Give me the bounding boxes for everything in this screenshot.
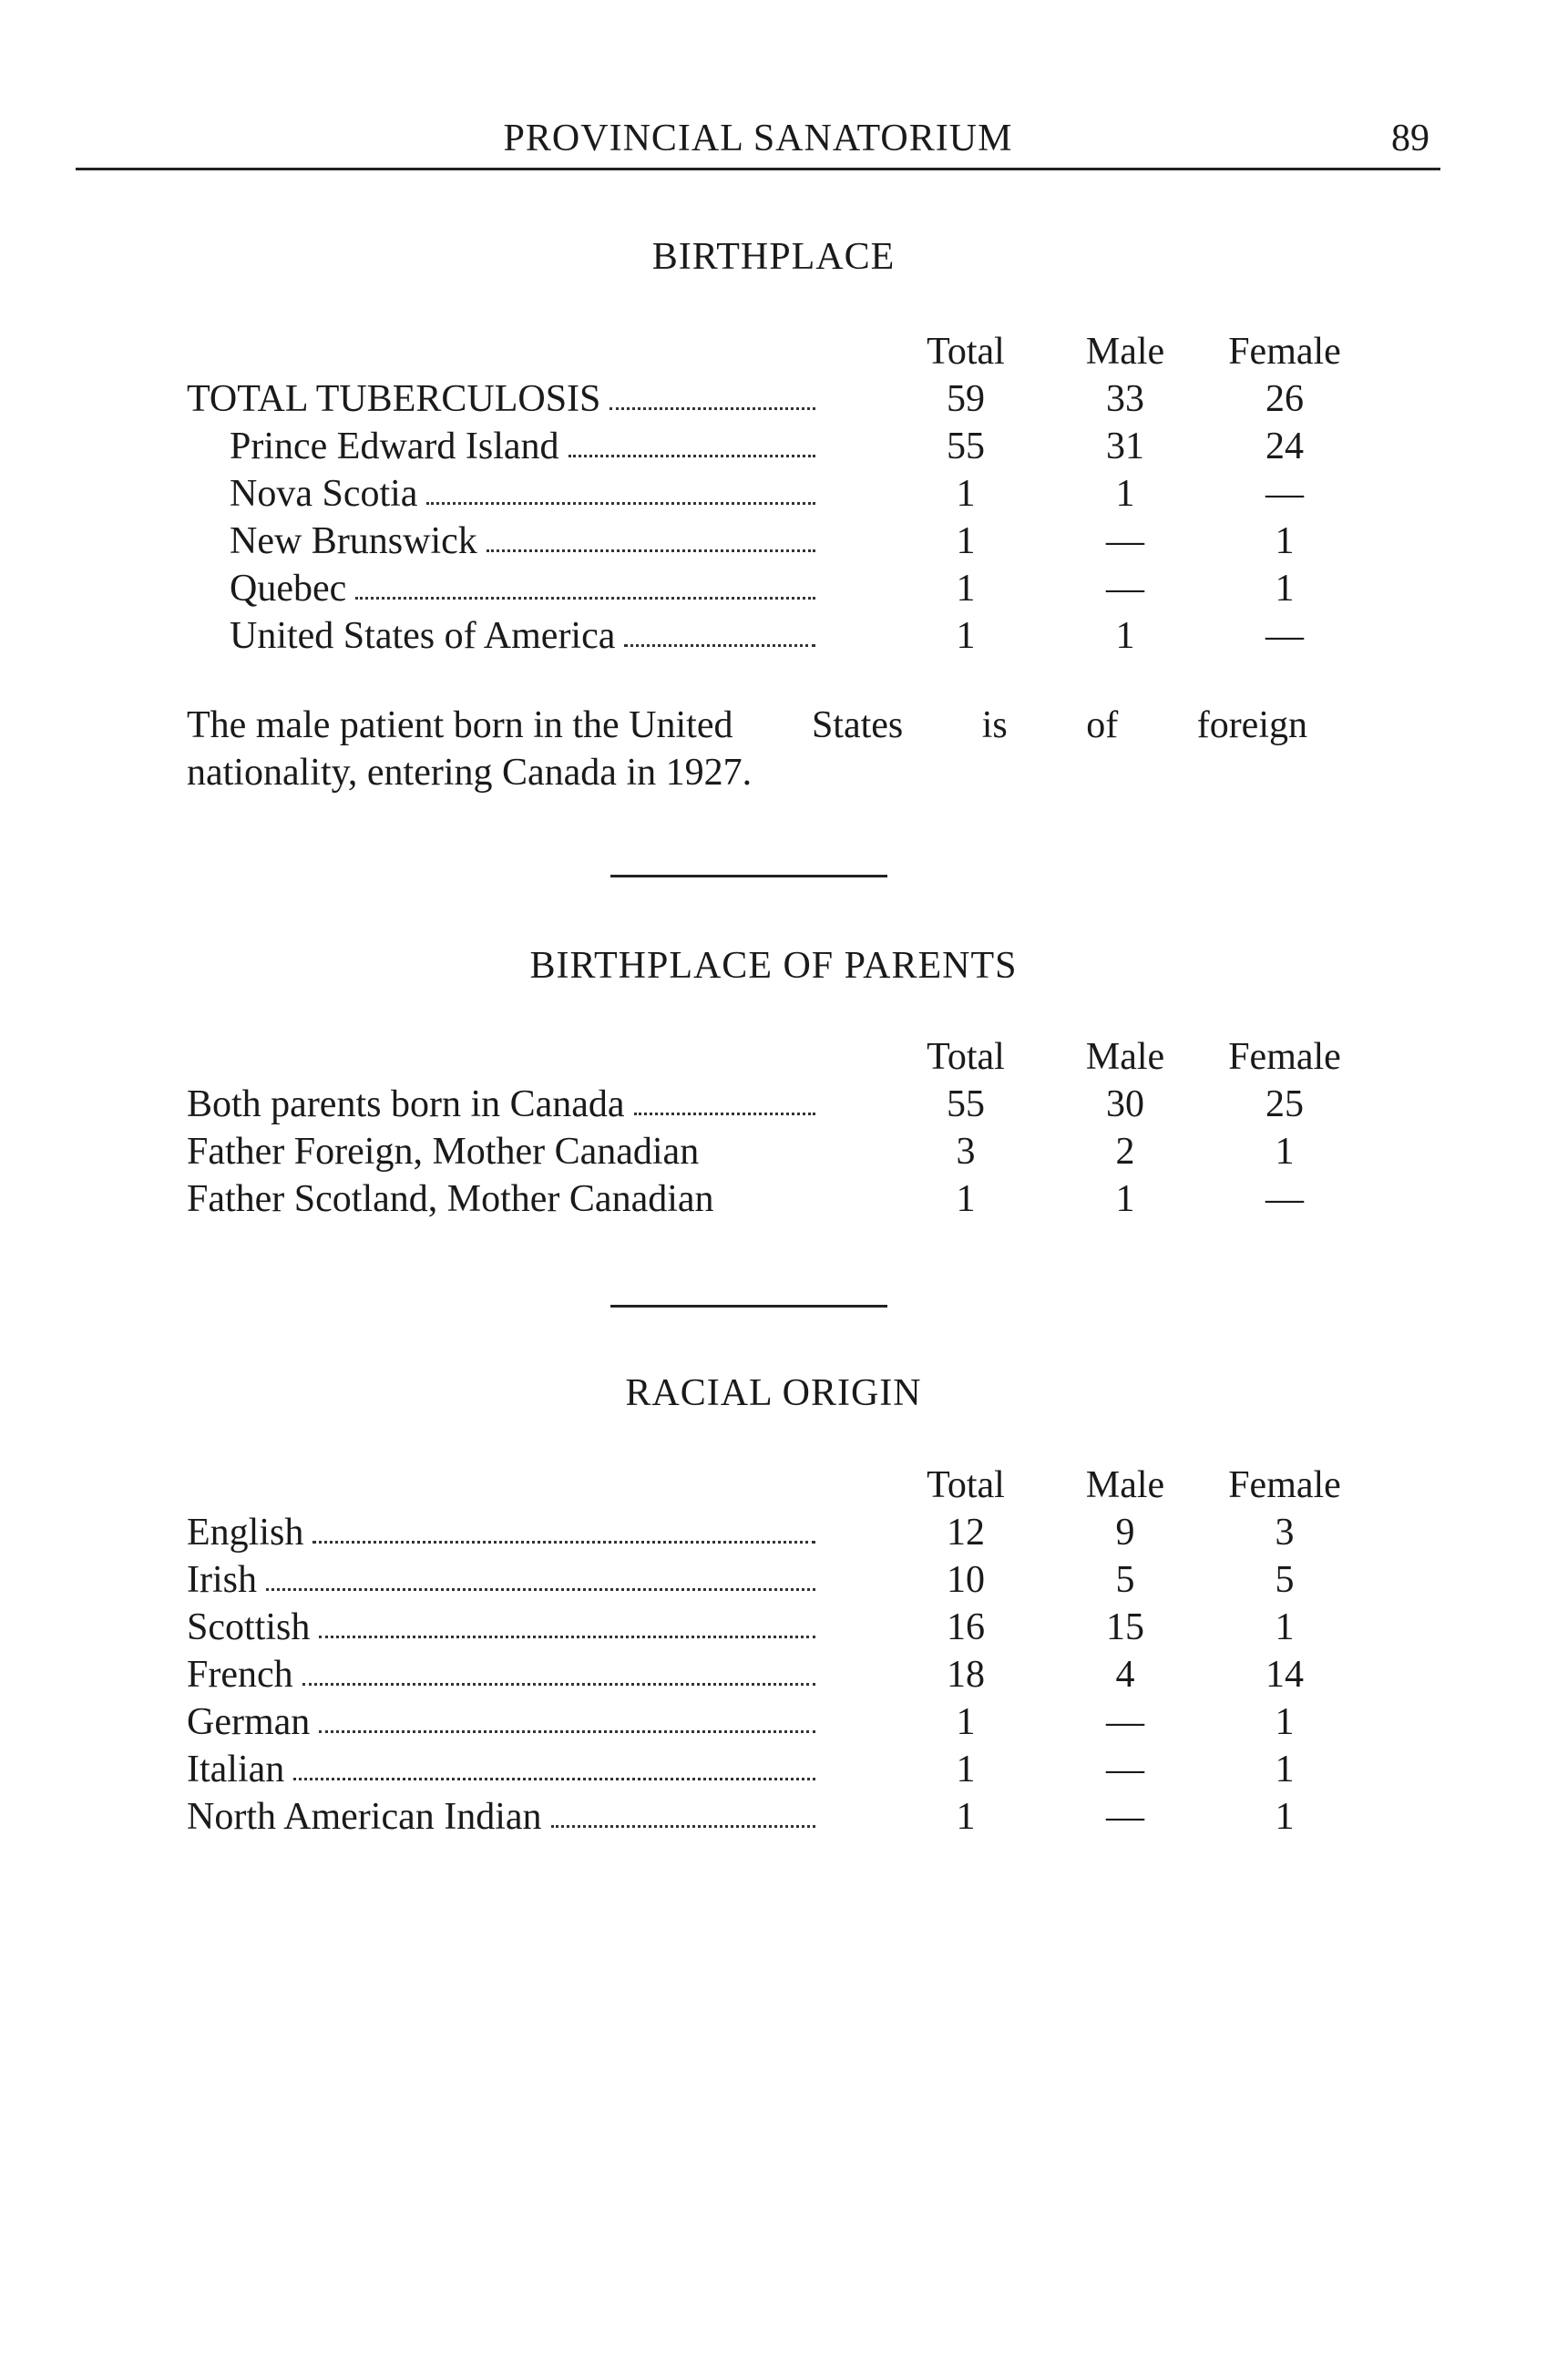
table-row (0, 1700, 1547, 1748)
row-label-text: New Brunswick (230, 520, 477, 562)
cell-male: — (1106, 520, 1144, 562)
cell-female: — (1265, 1178, 1304, 1220)
column-header-male: Male (1085, 331, 1165, 373)
cell-total: 1 (956, 1749, 976, 1790)
leader-dots (487, 519, 815, 552)
cell-female: 1 (1275, 1606, 1295, 1648)
section-heading-racial-origin: RACIAL ORIGIN (625, 1372, 922, 1414)
footnote-word: is (981, 704, 1008, 746)
row-label-text: TOTAL TUBERCULOSIS (187, 378, 601, 420)
cell-male: 30 (1106, 1083, 1144, 1125)
cell-total: 18 (947, 1654, 985, 1696)
leader-dots (293, 1748, 815, 1780)
table-row (0, 519, 1547, 567)
leader-dots (624, 614, 815, 647)
cell-male: — (1106, 1749, 1144, 1790)
cell-total: 10 (947, 1559, 985, 1601)
leader-dots (312, 1511, 815, 1544)
cell-male: 31 (1106, 426, 1144, 467)
cell-total: 1 (956, 473, 976, 515)
column-header-male: Male (1085, 1464, 1165, 1506)
running-head (76, 117, 1440, 170)
row-label-text: United States of America (230, 615, 616, 657)
table-row (0, 1130, 1547, 1177)
cell-total: 12 (947, 1512, 985, 1554)
cell-female: — (1265, 615, 1304, 657)
section-divider (610, 875, 887, 877)
leader-dots (355, 567, 815, 600)
row-label (187, 1558, 815, 1602)
footnote-word: States (811, 704, 904, 746)
column-header-total: Total (927, 331, 1005, 373)
cell-female: 1 (1275, 1749, 1295, 1790)
cell-total: 1 (956, 1796, 976, 1838)
cell-total: 1 (956, 615, 976, 657)
cell-total: 1 (956, 568, 976, 610)
footnote-line-2: nationality, entering Canada in 1927. (187, 752, 753, 794)
row-label-text: Quebec (230, 568, 347, 610)
cell-total: 1 (956, 1701, 976, 1743)
footnote-word: of (1086, 704, 1119, 746)
table-row (0, 1082, 1547, 1130)
table-row (0, 1511, 1547, 1558)
leader-dots (426, 472, 815, 505)
row-label (187, 377, 815, 421)
column-header-female: Female (1228, 1464, 1341, 1506)
footnote-word: foreign (1196, 704, 1307, 746)
leader-dots (610, 377, 815, 410)
cell-male: 2 (1115, 1131, 1135, 1173)
table-row (0, 614, 1547, 662)
row-label (230, 425, 815, 468)
cell-female: 1 (1275, 520, 1295, 562)
cell-total: 55 (947, 426, 985, 467)
row-label (230, 472, 815, 516)
cell-total: 55 (947, 1083, 985, 1125)
row-label (230, 567, 815, 610)
cell-female: 26 (1265, 378, 1304, 420)
page-number: 89 (1391, 118, 1429, 159)
section-heading-birthplace-of-parents: BIRTHPLACE OF PARENTS (529, 945, 1018, 987)
row-label-text: German (187, 1701, 311, 1743)
leader-dots (266, 1558, 815, 1591)
table-row (0, 472, 1547, 519)
leader-dots (634, 1082, 815, 1115)
cell-male: 15 (1106, 1606, 1144, 1648)
row-label-text: North American Indian (187, 1796, 542, 1838)
leader-dots (569, 425, 815, 457)
table-row (0, 1177, 1547, 1225)
table-row (0, 567, 1547, 614)
row-label (187, 1653, 815, 1697)
row-label (187, 1082, 815, 1126)
leader-dots (319, 1605, 815, 1638)
cell-male: 4 (1115, 1654, 1135, 1696)
leader-dots (302, 1653, 815, 1686)
running-title: PROVINCIAL SANATORIUM (503, 118, 1013, 159)
row-label-text: Both parents born in Canada (187, 1083, 625, 1125)
table-row (0, 1795, 1547, 1842)
column-headers (0, 1035, 1547, 1082)
cell-male: 5 (1115, 1559, 1135, 1601)
cell-male: — (1106, 1701, 1144, 1743)
cell-female: 25 (1265, 1083, 1304, 1125)
row-label (187, 1177, 879, 1221)
row-label-text: Father Scotland, Mother Canadian (187, 1178, 714, 1220)
table-row (0, 1558, 1547, 1605)
table-row (0, 425, 1547, 472)
cell-male: — (1106, 1796, 1144, 1838)
column-header-female: Female (1228, 331, 1341, 373)
row-label-text: English (187, 1512, 304, 1554)
row-label-text: Italian (187, 1749, 285, 1790)
cell-total: 1 (956, 520, 976, 562)
table-row (0, 1653, 1547, 1700)
cell-male: 1 (1115, 615, 1135, 657)
cell-female: 14 (1265, 1654, 1304, 1696)
leader-dots (551, 1795, 815, 1828)
cell-female: 1 (1275, 1796, 1295, 1838)
column-header-female: Female (1228, 1036, 1341, 1078)
cell-male: 1 (1115, 473, 1135, 515)
row-label (187, 1130, 879, 1174)
row-label (187, 1795, 815, 1839)
row-label-text: Irish (187, 1559, 257, 1601)
column-headers (0, 1463, 1547, 1511)
cell-male: 1 (1115, 1178, 1135, 1220)
table-row (0, 1605, 1547, 1653)
cell-female: 5 (1275, 1559, 1295, 1601)
column-header-total: Total (927, 1036, 1005, 1078)
row-label-text: Scottish (187, 1606, 311, 1648)
cell-female: 1 (1275, 1131, 1295, 1173)
row-label-text: Nova Scotia (230, 473, 418, 515)
row-label-text: Father Foreign, Mother Canadian (187, 1131, 700, 1173)
row-label (187, 1748, 815, 1791)
column-header-male: Male (1085, 1036, 1165, 1078)
cell-male: 9 (1115, 1512, 1135, 1554)
cell-total: 3 (956, 1131, 976, 1173)
cell-male: — (1106, 568, 1144, 610)
section-divider (610, 1305, 887, 1308)
cell-female: 1 (1275, 568, 1295, 610)
row-label (230, 519, 815, 563)
birthplace-footnote (187, 702, 1307, 796)
cell-female: 1 (1275, 1701, 1295, 1743)
row-label (187, 1511, 815, 1554)
cell-total: 1 (956, 1178, 976, 1220)
row-label (230, 614, 815, 658)
section-heading-birthplace: BIRTHPLACE (651, 236, 896, 278)
row-label-text: Prince Edward Island (230, 426, 559, 467)
row-label (187, 1605, 815, 1649)
column-header-total: Total (927, 1464, 1005, 1506)
cell-female: 24 (1265, 426, 1304, 467)
table-row (0, 377, 1547, 425)
leader-dots (319, 1700, 815, 1733)
cell-female: 3 (1275, 1512, 1295, 1554)
row-label-text: French (187, 1654, 293, 1696)
column-headers (0, 330, 1547, 377)
cell-female: — (1265, 473, 1304, 515)
footnote-word: The male patient born in the United (187, 704, 733, 746)
cell-total: 59 (947, 378, 985, 420)
cell-male: 33 (1106, 378, 1144, 420)
row-label (187, 1700, 815, 1744)
cell-total: 16 (947, 1606, 985, 1648)
table-row (0, 1748, 1547, 1795)
footnote-line-1 (187, 702, 1307, 749)
